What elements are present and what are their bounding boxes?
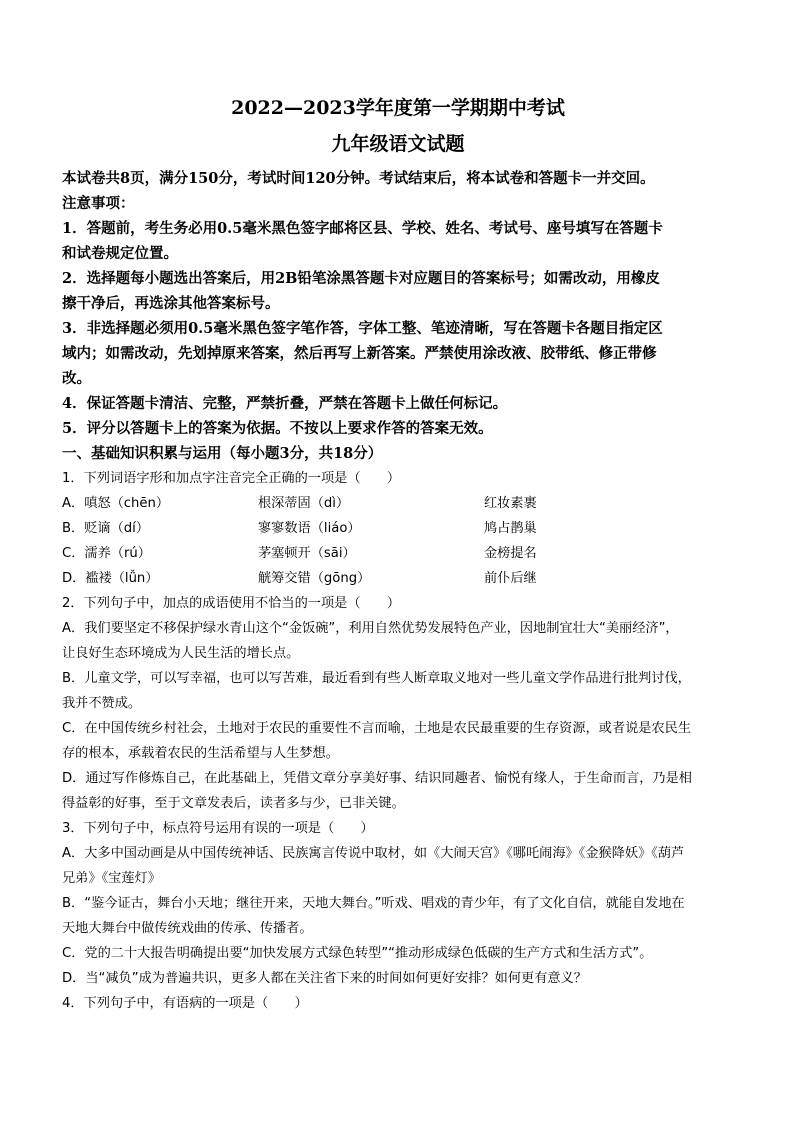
option-cell: 鸠占鹊巢 xyxy=(484,521,537,536)
notice-line: 域内；如需改动，先划掉原来答案，然后再写上新答案。严禁使用涂改液、胶带纸、修正带修 xyxy=(62,345,657,362)
notice-line: 擦干净后，再选涂其他答案标号。 xyxy=(62,295,280,312)
question-4-stem: 4．下列句子中，有语病的一项是（ ） xyxy=(62,996,308,1011)
question-2-line: 存的根本，承载着农民的生活希望与人生梦想。 xyxy=(62,746,339,761)
notice-line: 2．选择题每小题选出答案后，用2B铅笔涂黑答题卡对应题目的答案标号；如需改动，用橡皮 xyxy=(62,270,660,287)
option-cell: C．濡养（rú） xyxy=(62,546,151,561)
option-cell: 根深蒂固（dì） xyxy=(258,496,350,511)
notice-line: 1．答题前，考生务必用0.5毫米黑色签字邮将区县、学校、姓名、考试号、座号填写在答题卡 xyxy=(62,220,663,237)
question-1-option-b xyxy=(62,516,734,541)
question-2-line: D．通过写作修炼自己，在此基础上，凭借文章分享美好事、结识同趣者、愉悦有缘人，于生命而言，乃是相 xyxy=(62,771,692,786)
question-2-line: 让良好生态环境成为人民生活的增长点。 xyxy=(62,646,300,661)
exam-intro: 本试卷共8页，满分150分，考试时间120分钟。考试结束后，将本试卷和答题卡一并交回。 xyxy=(62,170,655,187)
question-2-line: 得益彰的好事，至于文章发表后，读者多与少，已非关键。 xyxy=(62,796,405,811)
question-2-line: B．儿童文学，可以写幸福，也可以写苦难，最近看到有些人断章取义地对一些儿童文学作品进行批判讨伐， xyxy=(62,671,691,686)
question-3-line: C．党的二十大报告明确提出要“加快发展方式绿色转型”“推动形成绿色低碳的生产方式和生活方式”。 xyxy=(62,946,653,961)
question-3-line: B．“鉴今证古，舞台小天地；继往开来，天地大舞台。”听戏、唱戏的青少年，有了文化自信，就能自发地在 xyxy=(62,896,685,911)
option-cell: 寥寥数语（liáo） xyxy=(258,521,361,536)
notice-line: 4．保证答题卡清洁、完整，严禁折叠，严禁在答题卡上做任何标记。 xyxy=(62,395,508,412)
question-3-line: A．大多中国动画是从中国传统神话、民族寓言传说中取材，如《大闹天宫》《哪吒闹海》《金猴降妖》《葫芦 xyxy=(62,846,685,861)
option-cell: B．贬谪（dí） xyxy=(62,521,150,536)
section-heading: 一、基础知识积累与运用（每小题3分，共18分） xyxy=(62,445,383,462)
exam-subtitle: 九年级语文试题 xyxy=(331,133,465,155)
notice-line: 3．非选择题必须用0.5毫米黑色签字笔作答，字体工整、笔迹清晰，写在答题卡各题目指定区 xyxy=(62,320,663,337)
question-2-line: C．在中国传统乡村社会，土地对于农民的重要性不言而喻，土地是农民最重要的生存资源，或者说是农民生 xyxy=(62,721,692,736)
option-cell: 红妆素裹 xyxy=(484,496,537,511)
option-cell: 觥筹交错（gōng） xyxy=(258,571,371,586)
question-3-line: 兄弟》《宝莲灯》 xyxy=(62,871,161,886)
question-3-line: 天地大舞台中做传统戏曲的传承、传播者。 xyxy=(62,921,313,936)
question-3-line: D．当“减负”成为普遍共识，更多人都在关注省下来的时间如何更好安排？如何更有意义？ xyxy=(62,971,587,986)
notice-line: 5．评分以答题卡上的答案为依据。不按以上要求作答的答案无效。 xyxy=(62,420,493,437)
question-1-option-c xyxy=(62,541,734,566)
option-cell: D．褴褛（lǚn） xyxy=(62,571,159,586)
question-1-option-a xyxy=(62,491,734,516)
option-cell: A．嗔怒（chēn） xyxy=(62,496,170,511)
question-2-line: 我并不赞成。 xyxy=(62,696,142,711)
notice-heading: 注意事项： xyxy=(62,195,135,212)
notice-line: 和试卷规定位置。 xyxy=(62,245,178,262)
question-2-stem: 2．下列句子中，加点的成语使用不恰当的一项是（ ） xyxy=(62,596,401,611)
exam-page xyxy=(62,96,734,1016)
notice-line: 改。 xyxy=(62,370,91,387)
exam-title: 2022—2023学年度第一学期期中考试 xyxy=(231,97,565,119)
question-3-stem: 3．下列句子中，标点符号运用有误的一项是（ ） xyxy=(62,821,374,836)
question-1-option-d xyxy=(62,566,734,591)
option-cell: 金榜提名 xyxy=(484,546,537,561)
question-2-line: A．我们要坚定不移保护绿水青山这个“金饭碗”，利用自然优势发展特色产业，因地制宜壮大“美丽经济”， xyxy=(62,621,679,636)
question-1-stem: 1．下列词语字形和加点字注音完全正确的一项是（ ） xyxy=(62,471,401,486)
option-cell: 茅塞顿开（sāi） xyxy=(258,546,356,561)
option-cell: 前仆后继 xyxy=(484,571,537,586)
